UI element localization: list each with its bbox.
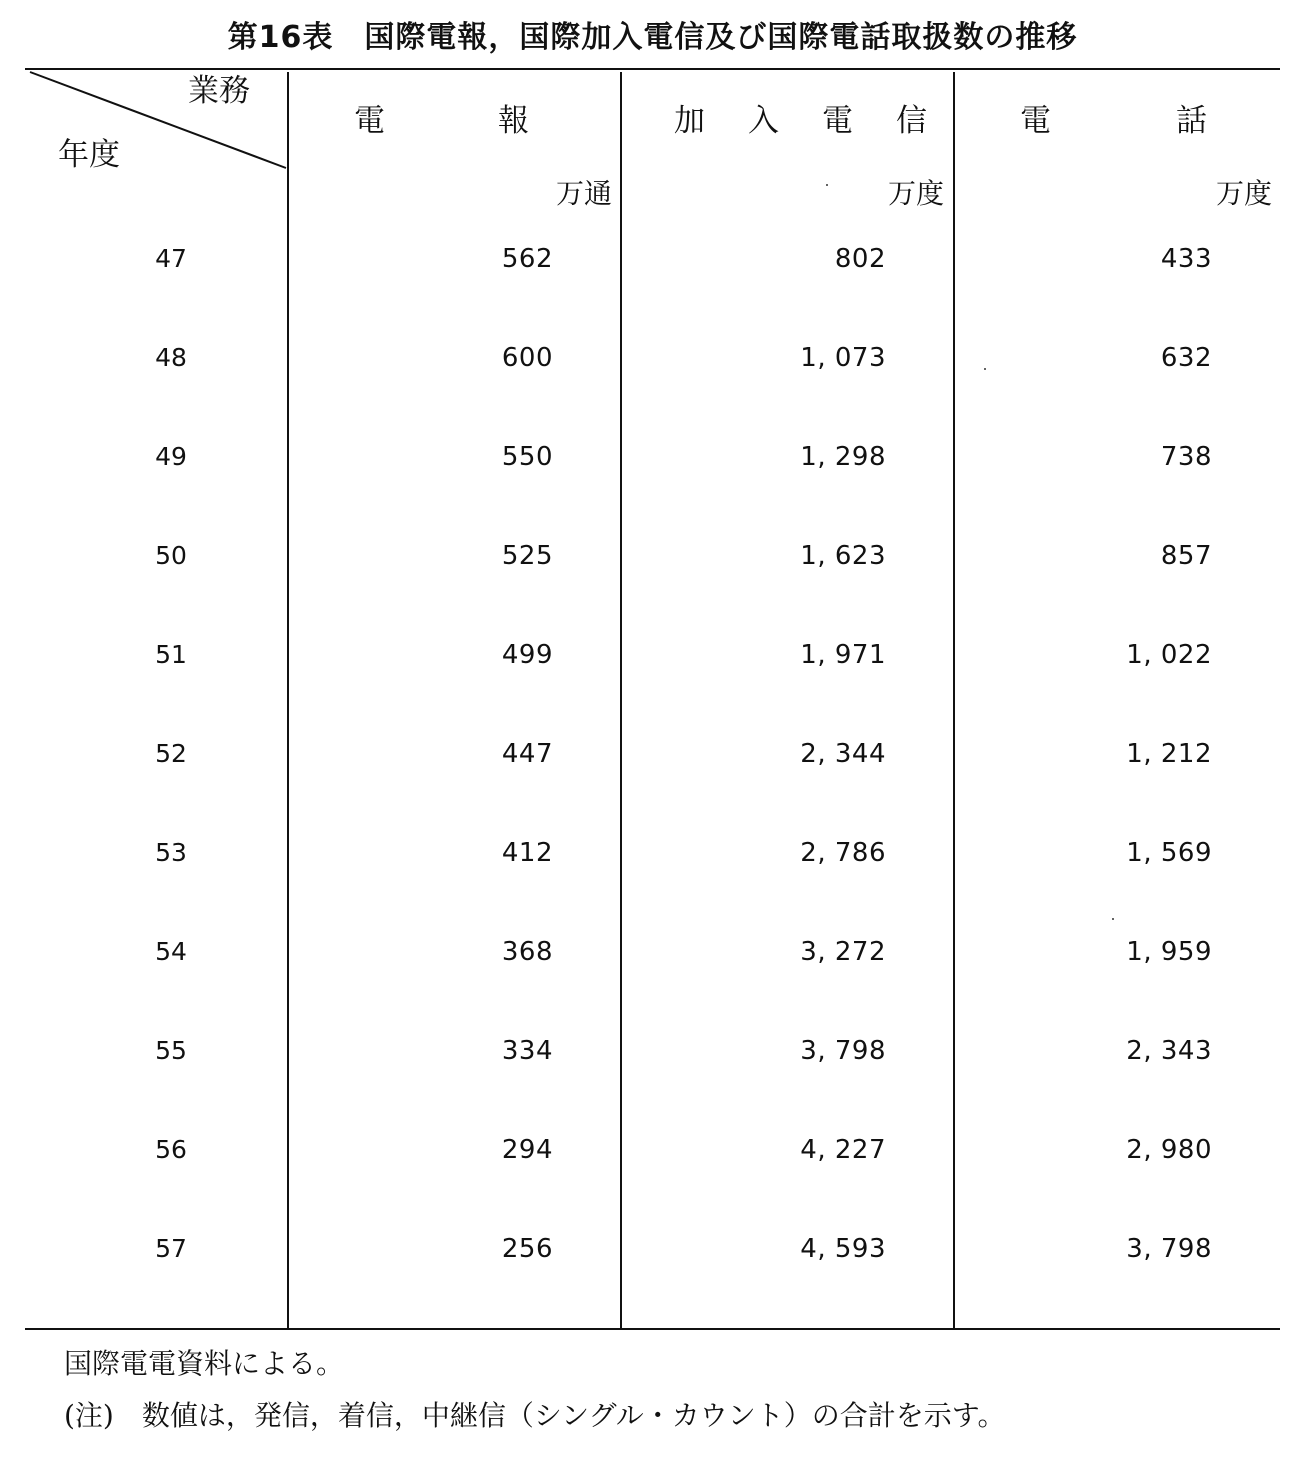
telegram-cell: 447: [501, 739, 553, 769]
telex-cell: 1, 971: [800, 640, 886, 670]
unit-telephone: 万度: [1216, 177, 1273, 210]
year-cell: 47: [155, 244, 187, 273]
year-cell: 49: [155, 442, 187, 471]
telex-cell: 4, 227: [800, 1135, 886, 1165]
table-title: 第16表 国際電報，国際加入電信及び国際電話取扱数の推移: [227, 20, 1078, 55]
telegram-cell: 600: [501, 343, 553, 373]
telephone-cell: 433: [1160, 244, 1212, 274]
telegram-cell: 334: [501, 1036, 553, 1066]
telephone-cell: 3, 798: [1126, 1234, 1212, 1264]
telex-cell: 3, 798: [800, 1036, 886, 1066]
telex-cell: 2, 786: [800, 838, 886, 868]
telephone-cell: 738: [1160, 442, 1212, 472]
telephone-cell: 1, 212: [1126, 739, 1212, 769]
telegram-cell: 412: [501, 838, 553, 868]
year-cell: 54: [155, 937, 187, 966]
source-note: 国際電電資料による。: [64, 1347, 345, 1380]
telegram-cell: 499: [501, 640, 553, 670]
telegram-cell: 562: [501, 244, 553, 274]
year-cell: 50: [155, 541, 187, 570]
table-bottom-rule: [25, 1328, 1280, 1330]
telephone-cell: 857: [1160, 541, 1212, 571]
telephone-cell: 1, 959: [1126, 937, 1212, 967]
unit-telegram: 万通: [556, 177, 613, 210]
year-cell: 56: [155, 1135, 187, 1164]
telegram-cell: 525: [501, 541, 553, 571]
header-telex: 加 入 電 信: [674, 103, 933, 139]
column-divider-telegram: [620, 72, 622, 1328]
header-telegram: 電 報: [354, 103, 534, 139]
header-corner-year: 年度: [58, 137, 120, 173]
remark-note: (注) 数値は，発信，着信，中継信（シングル・カウント）の合計を示す。: [64, 1399, 1006, 1432]
year-cell: 57: [155, 1234, 187, 1263]
telex-cell: 1, 298: [800, 442, 886, 472]
telex-cell: 1, 623: [800, 541, 886, 571]
unit-telex: 万度: [888, 177, 945, 210]
scan-speck: [984, 368, 986, 370]
year-cell: 48: [155, 343, 187, 372]
telephone-cell: 2, 980: [1126, 1135, 1212, 1165]
column-divider-year: [287, 72, 289, 1328]
telex-cell: 802: [834, 244, 886, 274]
telex-cell: 4, 593: [800, 1234, 886, 1264]
telephone-cell: 1, 569: [1126, 838, 1212, 868]
year-cell: 55: [155, 1036, 187, 1065]
telegram-cell: 368: [501, 937, 553, 967]
telegram-cell: 294: [501, 1135, 553, 1165]
scan-speck: [1112, 918, 1114, 920]
year-cell: 53: [155, 838, 187, 867]
year-cell: 52: [155, 739, 187, 768]
telex-cell: 1, 073: [800, 343, 886, 373]
telephone-cell: 632: [1160, 343, 1212, 373]
telegram-cell: 256: [501, 1234, 553, 1264]
column-divider-telex: [953, 72, 955, 1328]
scan-speck: [826, 184, 828, 186]
telephone-cell: 2, 343: [1126, 1036, 1212, 1066]
header-corner-business: 業務: [188, 73, 250, 109]
telegram-cell: 550: [501, 442, 553, 472]
telex-cell: 3, 272: [800, 937, 886, 967]
telex-cell: 2, 344: [800, 739, 886, 769]
header-telephone: 電 話: [1020, 103, 1215, 139]
telephone-cell: 1, 022: [1126, 640, 1212, 670]
year-cell: 51: [155, 640, 187, 669]
